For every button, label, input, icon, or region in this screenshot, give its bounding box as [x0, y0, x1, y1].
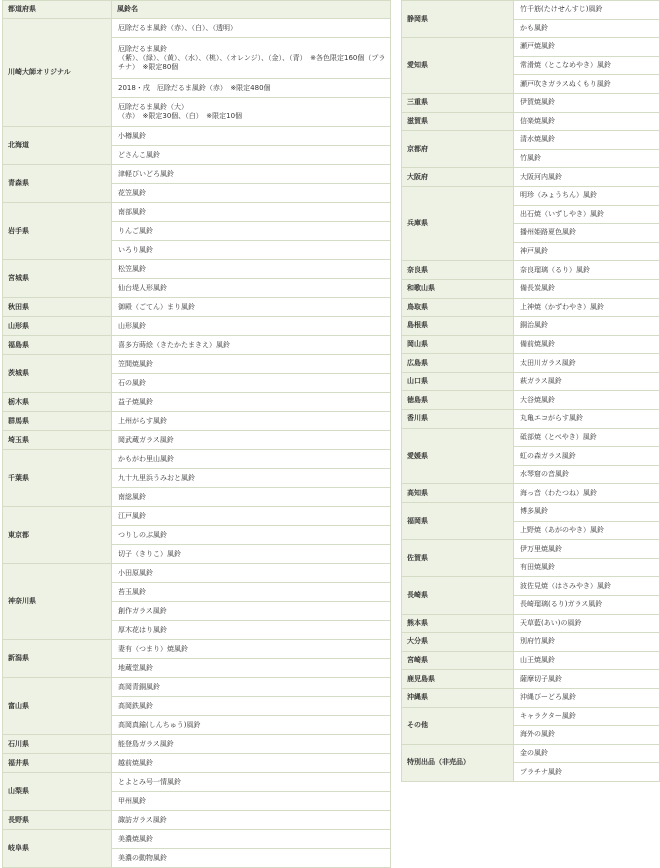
bell-name-cell: 奈良瑠璃（るり）風鈴: [514, 261, 660, 280]
table-row: [3, 298, 391, 317]
bell-name-cell: かもがわ里山風鈴: [112, 450, 391, 469]
prefecture-cell: 秋田県: [3, 298, 112, 317]
bell-name-cell: 越前焼風鈴: [112, 754, 391, 773]
bell-name-cell: 山王焼風鈴: [514, 651, 660, 670]
bell-name-cell: つりしのぶ風鈴: [112, 526, 391, 545]
prefecture-cell: 兵庫県: [402, 186, 514, 260]
bell-name-cell: 出石焼（いずしやき）風鈴: [514, 205, 660, 224]
table-row: [3, 355, 391, 374]
prefecture-cell: 三重県: [402, 93, 514, 112]
bell-name-cell: 松笠風鈴: [112, 260, 391, 279]
prefecture-cell: 徳島県: [402, 391, 514, 410]
table-row: [3, 317, 391, 336]
prefecture-cell: 香川県: [402, 410, 514, 429]
prefecture-cell: 愛媛県: [402, 428, 514, 484]
bell-name-cell: 常滑焼（とこなめやき）風鈴: [514, 56, 660, 75]
bell-name-cell: 砥部焼（とべやき）風鈴: [514, 428, 660, 447]
table-row: [402, 670, 660, 689]
bell-name-cell: 仙台堤人形風鈴: [112, 279, 391, 298]
prefecture-cell: 福井県: [3, 754, 112, 773]
bell-name-cell: 九十九里浜うみおと風鈴: [112, 469, 391, 488]
bell-name-cell: 厄除だるま風鈴（赤）、（白）、（透明）: [112, 19, 391, 38]
table-row: [402, 335, 660, 354]
table-row: [402, 540, 660, 559]
bell-name-cell: 長崎瑠璃(るり)ガラス風鈴: [514, 596, 660, 615]
prefecture-cell: 佐賀県: [402, 540, 514, 577]
bell-name-cell: 上野焼（あがのやき）風鈴: [514, 521, 660, 540]
bell-name-cell: 別府竹風鈴: [514, 633, 660, 652]
bell-name-cell: どさんこ風鈴: [112, 146, 391, 165]
prefecture-cell: 宮城県: [3, 260, 112, 298]
table-row: [3, 564, 391, 583]
bell-name-cell: 海外の風鈴: [514, 726, 660, 745]
table-row: [402, 688, 660, 707]
bell-name-cell: 厄除だるま風鈴 （紫）、（緑）、（黄）、（水）、（桃）、（オレンジ）、（金）、（青） ※各色限定160個（プラチナ） ※限定80個: [112, 38, 391, 79]
table-row: [402, 112, 660, 131]
bell-name-cell: 銅治風鈴: [514, 317, 660, 336]
prefecture-cell: 奈良県: [402, 261, 514, 280]
bell-name-cell: 益子焼風鈴: [112, 393, 391, 412]
prefecture-cell: 岐阜県: [3, 830, 112, 868]
bell-name-cell: 有田焼風鈴: [514, 558, 660, 577]
bell-name-cell: 備前焼風鈴: [514, 335, 660, 354]
bell-name-cell: かも風鈴: [514, 19, 660, 38]
table-row: [402, 186, 660, 205]
prefecture-cell: 京都府: [402, 131, 514, 168]
prefecture-cell: 広島県: [402, 354, 514, 373]
bell-name-cell: 岡武蔵ガラス風鈴: [112, 431, 391, 450]
bell-name-cell: 高岡鉄風鈴: [112, 697, 391, 716]
bell-name-cell: 海っ音（わたつね）風鈴: [514, 484, 660, 503]
bell-name-cell: 大谷焼風鈴: [514, 391, 660, 410]
bell-name-cell: 笠間焼風鈴: [112, 355, 391, 374]
prefecture-cell: 福岡県: [402, 503, 514, 540]
bell-name-cell: 伊賀焼風鈴: [514, 93, 660, 112]
table-row: [402, 428, 660, 447]
table-row: [3, 640, 391, 659]
table-row: [3, 260, 391, 279]
bell-name-cell: 播州姫路夏色風鈴: [514, 224, 660, 243]
bell-name-cell: 切子（きりこ）風鈴: [112, 545, 391, 564]
prefecture-cell: 岡山県: [402, 335, 514, 354]
prefecture-cell: 山口県: [402, 372, 514, 391]
prefecture-cell: 埼玉県: [3, 431, 112, 450]
prefecture-cell: 北海道: [3, 127, 112, 165]
bell-name-cell: 清水焼風鈴: [514, 131, 660, 150]
bell-name-cell: 金の風鈴: [514, 744, 660, 763]
table-row: [3, 507, 391, 526]
bell-name-cell: 沖縄びーどろ風鈴: [514, 688, 660, 707]
prefecture-cell: 和歌山県: [402, 279, 514, 298]
bell-name-cell: 瀬戸吹きガラスぬくもり風鈴: [514, 75, 660, 94]
prefecture-cell: 群馬県: [3, 412, 112, 431]
prefecture-cell: 長崎県: [402, 577, 514, 614]
table-row: [402, 131, 660, 150]
prefecture-cell: 栃木県: [3, 393, 112, 412]
table-row: [402, 354, 660, 373]
bell-name-cell: 創作ガラス風鈴: [112, 602, 391, 621]
prefecture-cell: 神奈川県: [3, 564, 112, 640]
prefecture-cell: 熊本県: [402, 614, 514, 633]
bell-name-cell: 山形風鈴: [112, 317, 391, 336]
prefecture-cell: 鹿児島県: [402, 670, 514, 689]
bell-name-cell: 諏訪ガラス風鈴: [112, 811, 391, 830]
bell-name-cell: 丸亀エコがらす風鈴: [514, 410, 660, 429]
table-row: [402, 261, 660, 280]
bell-name-cell: 小田原風鈴: [112, 564, 391, 583]
prefecture-cell: 島根県: [402, 317, 514, 336]
prefecture-cell: 福島県: [3, 336, 112, 355]
bell-name-cell: 美濃焼風鈴: [112, 830, 391, 849]
bell-name-cell: 石の風鈴: [112, 374, 391, 393]
bell-name-cell: 甲州風鈴: [112, 792, 391, 811]
bell-name-cell: 水琴窟の音風鈴: [514, 465, 660, 484]
prefecture-cell: 宮崎県: [402, 651, 514, 670]
bell-name-cell: 萩ガラス風鈴: [514, 372, 660, 391]
prefecture-cell: 山梨県: [3, 773, 112, 811]
prefecture-cell: その他: [402, 707, 514, 744]
prefecture-cell: 石川県: [3, 735, 112, 754]
bell-name-cell: 津軽びいどろ風鈴: [112, 165, 391, 184]
bell-name-cell: 高岡青銅風鈴: [112, 678, 391, 697]
bell-name-cell: 瀬戸焼風鈴: [514, 38, 660, 57]
table-row: [402, 93, 660, 112]
bell-name-cell: 厚木花はり風鈴: [112, 621, 391, 640]
bell-name-cell: 南総風鈴: [112, 488, 391, 507]
table-row: [402, 168, 660, 187]
bell-name-cell: 薩摩切子風鈴: [514, 670, 660, 689]
bell-name-cell: 太田川ガラス風鈴: [514, 354, 660, 373]
table-row: [3, 773, 391, 792]
prefecture-cell: 山形県: [3, 317, 112, 336]
table-row: [3, 830, 391, 849]
bell-name-cell: 美濃の動物風鈴: [112, 849, 391, 868]
bell-name-cell: 神戸風鈴: [514, 242, 660, 261]
prefecture-cell: 富山県: [3, 678, 112, 735]
table-row: [402, 503, 660, 522]
table-header-row: [3, 1, 391, 19]
table-row: [3, 336, 391, 355]
bell-name-cell: 竹風鈴: [514, 149, 660, 168]
bell-name-cell: 大阪河内風鈴: [514, 168, 660, 187]
prefecture-cell: 静岡県: [402, 1, 514, 38]
table-row: [3, 811, 391, 830]
table-row: [402, 707, 660, 726]
bell-name-cell: 上州がらす風鈴: [112, 412, 391, 431]
table-row: [3, 165, 391, 184]
prefecture-cell: 愛知県: [402, 38, 514, 94]
table-row: [402, 744, 660, 763]
table-row: [3, 19, 391, 38]
header-bell-name: 風鈴名: [112, 1, 391, 19]
bell-name-cell: とよとみ号一情風鈴: [112, 773, 391, 792]
table-row: [402, 1, 660, 20]
table-row: [402, 279, 660, 298]
bell-name-cell: 苔玉風鈴: [112, 583, 391, 602]
bell-name-cell: 花笠風鈴: [112, 184, 391, 203]
table-row: [402, 577, 660, 596]
table-row: [3, 678, 391, 697]
bell-name-cell: 御殿（ごてん）まり風鈴: [112, 298, 391, 317]
bell-name-cell: 妻有（つまり）焼風鈴: [112, 640, 391, 659]
prefecture-cell: 新潟県: [3, 640, 112, 678]
prefecture-cell: 岩手県: [3, 203, 112, 260]
bell-name-cell: 2018・戌 厄除だるま風鈴（赤） ※限定480個: [112, 79, 391, 98]
table-row: [402, 391, 660, 410]
table-row: [3, 393, 391, 412]
bell-name-cell: 厄除だるま風鈴（大） （赤） ※限定30個、（白） ※限定10個: [112, 98, 391, 127]
bell-name-cell: 博多風鈴: [514, 503, 660, 522]
bell-name-cell: 喜多方蒔絵（きたかたまきえ）風鈴: [112, 336, 391, 355]
bell-name-cell: 江戸風鈴: [112, 507, 391, 526]
bell-name-cell: 波佐見焼（はさみやき）風鈴: [514, 577, 660, 596]
table-row: [402, 484, 660, 503]
table-row: [3, 735, 391, 754]
prefecture-cell: 青森県: [3, 165, 112, 203]
table-row: [3, 203, 391, 222]
table-row: [3, 412, 391, 431]
table-row: [3, 127, 391, 146]
prefecture-cell: 茨城県: [3, 355, 112, 393]
bell-name-cell: 備長炭風鈴: [514, 279, 660, 298]
prefecture-cell: 川崎大師オリジナル: [3, 19, 112, 127]
prefecture-cell: 東京都: [3, 507, 112, 564]
prefecture-cell: 特別出品（非売品）: [402, 744, 514, 781]
bell-name-cell: 南部風鈴: [112, 203, 391, 222]
prefecture-cell: 大阪府: [402, 168, 514, 187]
prefecture-cell: 千葉県: [3, 450, 112, 507]
bell-name-cell: キャラクター風鈴: [514, 707, 660, 726]
bell-name-cell: 天草藍(あい)の風鈴: [514, 614, 660, 633]
prefecture-cell: 長野県: [3, 811, 112, 830]
table-row: [402, 633, 660, 652]
table-row: [402, 614, 660, 633]
table-row: [402, 372, 660, 391]
bell-name-cell: いろり風鈴: [112, 241, 391, 260]
bell-table-right: [401, 0, 660, 782]
table-row: [402, 410, 660, 429]
bell-name-cell: 虹の森ガラス風鈴: [514, 447, 660, 466]
bell-name-cell: 上神焼（かずわやき）風鈴: [514, 298, 660, 317]
bell-name-cell: 竹千筋(たけせんすじ)風鈴: [514, 1, 660, 20]
prefecture-cell: 大分県: [402, 633, 514, 652]
bell-name-cell: プラチナ風鈴: [514, 763, 660, 782]
prefecture-cell: 滋賀県: [402, 112, 514, 131]
table-row: [402, 651, 660, 670]
bell-name-cell: 小樽風鈴: [112, 127, 391, 146]
prefecture-cell: 沖縄県: [402, 688, 514, 707]
bell-table-left: [2, 0, 391, 868]
table-row: [402, 317, 660, 336]
bell-name-cell: りんご風鈴: [112, 222, 391, 241]
table-row: [402, 38, 660, 57]
bell-name-cell: 明珍（みょうちん）風鈴: [514, 186, 660, 205]
prefecture-cell: 高知県: [402, 484, 514, 503]
bell-name-cell: 高岡真鍮(しんちゅう)風鈴: [112, 716, 391, 735]
bell-name-cell: 能登島ガラス風鈴: [112, 735, 391, 754]
header-prefecture: 都道府県: [3, 1, 112, 19]
bell-name-cell: 地蔵堂風鈴: [112, 659, 391, 678]
table-row: [402, 298, 660, 317]
prefecture-cell: 鳥取県: [402, 298, 514, 317]
table-row: [3, 754, 391, 773]
bell-name-cell: 信楽焼風鈴: [514, 112, 660, 131]
table-row: [3, 431, 391, 450]
bell-name-cell: 伊万里焼風鈴: [514, 540, 660, 559]
table-row: [3, 450, 391, 469]
